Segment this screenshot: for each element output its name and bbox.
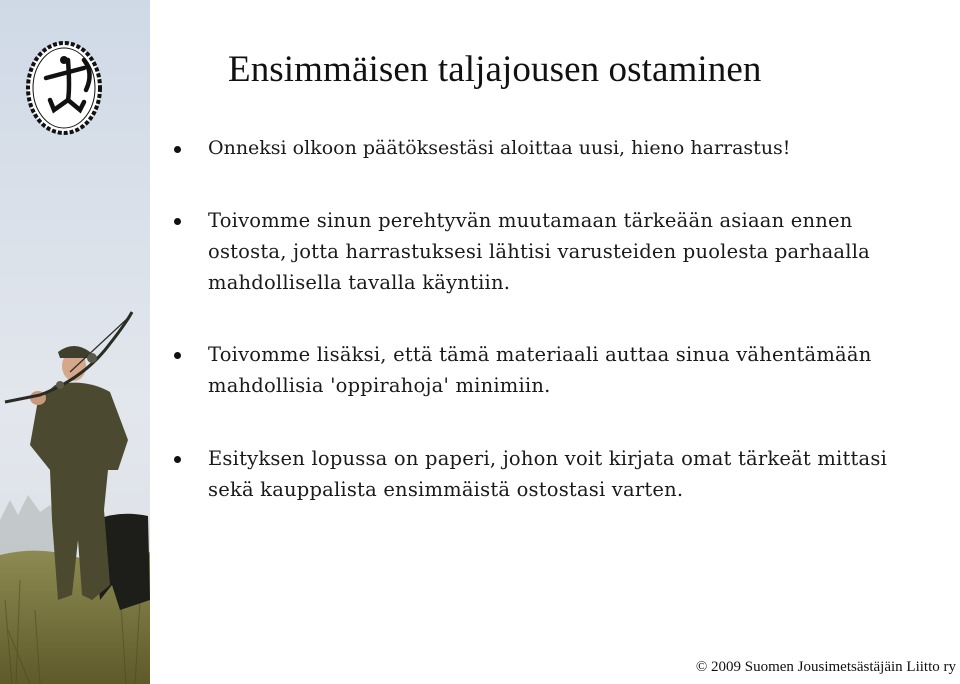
bullet-text: Toivomme lisäksi, että tämä materiaali auttaa sinua vähentämään mahdollisia 'oppirahoja' minimiin. (208, 343, 872, 397)
slide-title: Ensimmäisen taljajousen ostaminen (228, 49, 762, 90)
bullet-text: Toivomme sinun perehtyvän muutamaan tärkeään asiaan ennen ostosta, jotta harrastuksesi lähtisi varusteiden puolesta parhaalla mahdollisella tavalla käyntiin. (208, 209, 870, 294)
copyright-footer: © 2009 Suomen Jousimetsästäjäin Liitto ry (695, 659, 956, 675)
bullet-text: Onneksi olkoon päätöksestäsi aloittaa uusi, hieno harrastus! (208, 137, 791, 159)
bullet-icon (174, 146, 181, 153)
bullet-icon (174, 456, 181, 463)
bullet-icon (174, 218, 181, 225)
bullet-text: Esityksen lopussa on paperi, johon voit kirjata omat tärkeät mittasi sekä kauppalista ensimmäistä ostostasi varten. (208, 447, 888, 501)
bullet-icon (174, 352, 181, 359)
archer-emblem-icon (24, 38, 104, 138)
